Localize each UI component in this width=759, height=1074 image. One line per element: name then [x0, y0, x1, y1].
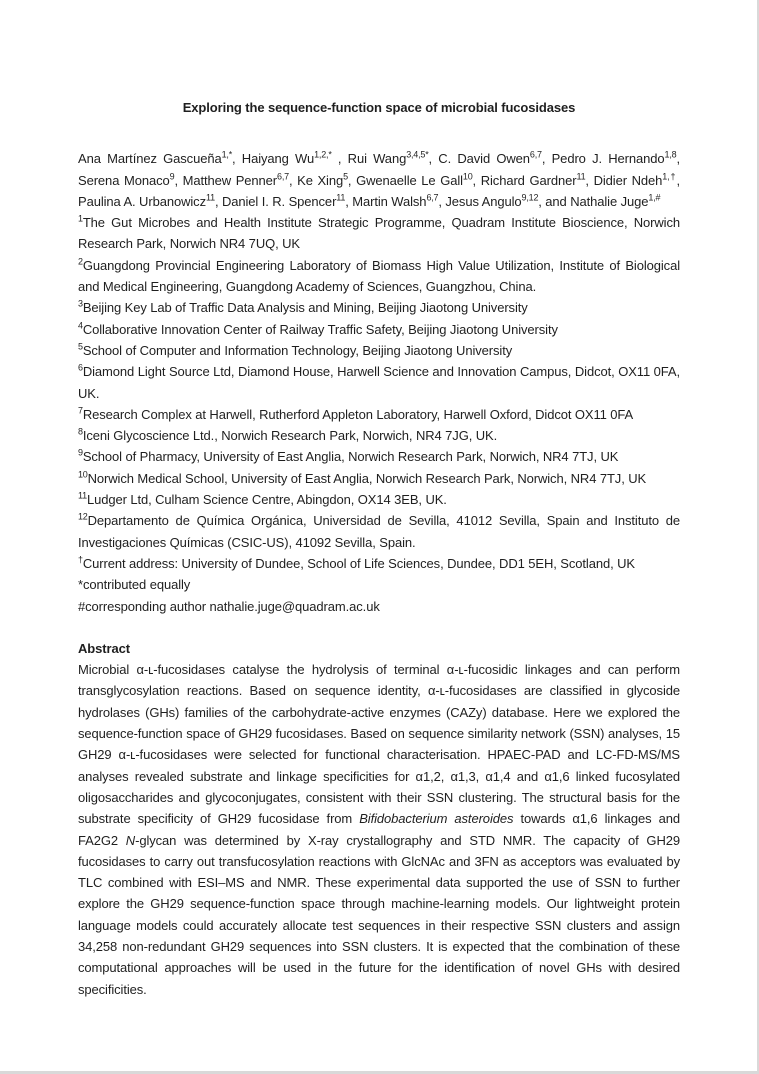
affiliation-item: $^4$Collaborative Innovation Center of Railway Traffic Safety, Beijing Jiaotong University — [78, 320, 558, 337]
affiliation-item: $^3$Beijing Key Lab of Traffic Data Analysis and Mining, Beijing Jiaotong University — [78, 299, 528, 316]
affiliation-item: $^2$Guangdong Provincial Engineering Laboratory of Biomass High Value Utilization, Institute of Biological and Medical Engineering, Guangdong Academy of Sciences, Guangzhou, China. — [78, 256, 680, 295]
affiliation-item: $^9$School of Pharmacy, University of East Anglia, Norwich Research Park, Norwich, NR4 7TJ, UK — [78, 448, 619, 465]
author-note-item: *contributed equally — [78, 577, 191, 593]
affiliation-item: $^{10}$Norwich Medical School, University of East Anglia, Norwich Research Park, Norwich, NR4 7TJ, UK — [78, 469, 647, 486]
author-notes — [78, 553, 680, 617]
affiliation-list — [78, 212, 680, 553]
abstract-heading: Abstract — [78, 640, 130, 656]
author-list: Ana Martínez Gascueña$^{1,*}$, Haiyang $Wu^{1,2,*}$ , Rui Wang$^{3,4,5*}$, C. David Owen$^{6,7}$, Pedro J. Hernando$^{1,8}$, Serena Monaco$^9$, Matthew Penner$^{6,7}$, Ke Xing$^5$, Gwenaelle Le Gall$^{10}$, Richard Gardner$^{11}$, Didier Ndeh$^{1,\dagger}$, Paulina A. Urbanowicz$^{11}$, Daniel I. R. Spencer$^{11}$, Martin Walsh$^{6,7}$, Jesus Angulo$^{9,12}$, and Nathalie Juge$^{1,\#}$ — [78, 149, 680, 209]
affiliation-item: $^8$Iceni Glycoscience Ltd., Norwich Research Park, Norwich, NR4 7JG, UK. — [78, 426, 498, 444]
affiliation-item: $^7$Research Complex at Harwell, Rutherford Appleton Laboratory, Harwell Oxford, Didcot OX11 0FA — [78, 405, 634, 422]
affiliation-item: $^5$School of Computer and Information Technology, Beijing Jiaotong University — [78, 341, 513, 358]
abstract-text: Microbial α-ʟ-fucosidases catalyse the hydrolysis of terminal α-ʟ-fucosidic linkages and can perform transglycosylation reactions. Based on sequence identity, α-ʟ-fucosidases are classified in glycoside hydrolases (GHs) families of the carbohydrate-active enzymes (CAZy) database. Here we explored the sequence-function space of GH29 fucosidases. Based on sequence similarity network (SSN) analyses, 15 GH29 α-ʟ-fucosidases were selected for functional characterisation. HPAEC-PAD and LC-FD-MS/MS analyses revealed substrate and linkage specificities for α1,2, α1,3, α1,4 and α1,6 linked fucosylated oligosaccharides and glycoconjugates, consistent with their SSN clustering. The structural basis for the substrate specificity of GH29 fucosidase from Bifidobacterium asteroides towards α1,6 linkages and FA2G2 N-glycan was determined by X-ray crystallography and STD NMR. The capacity of GH29 fucosidases to carry out transfucosylation reactions with GlcNAc and 3FN as acceptors was evaluated by TLC combined with ESI–MS and NMR. These experimental data supported the use of SSN to further explore the GH29 sequence-function space through machine-learning models. Our lightweight protein language models could accurately allocate test sequences in their respective SSN clusters and assign 34,258 non-redundant GH29 sequences into SSN clusters. It is expected that the combination of these computational approaches will be used in the future for the identification of novel GHs with desired specificities. — [78, 662, 680, 997]
author-note-item: †Current address: University of Dundee, School of Life Sciences, Dundee, DD1 5EH, Scotland, UK — [78, 554, 635, 571]
affiliation-item: $^1$The Gut Microbes and Health Institute Strategic Programme, Quadram Institute Bioscience, Norwich Research Park, Norwich NR4 7UQ, UK — [78, 213, 680, 252]
affiliation-item: $^{11}$Ludger Ltd, Culham Science Centre, Abingdon, OX14 3EB, UK. — [78, 490, 447, 508]
paper-title: Exploring the sequence-function space of microbial fucosidases — [182, 100, 576, 115]
affiliation-item: $^6$Diamond Light Source Ltd, Diamond House, Harwell Science and Innovation Campus, Didcot, OX11 0FA, UK. — [78, 362, 680, 401]
affiliation-item: $^{12}$Departamento de Química Orgánica, Universidad de Sevilla, 41012 Sevilla, Spain and Instituto de Investigaciones Químicas (CSIC-US), 41092 Sevilla, Spain. — [78, 512, 680, 550]
author-note-item: #corresponding author nathalie.juge@quadram.ac.uk — [78, 598, 380, 614]
